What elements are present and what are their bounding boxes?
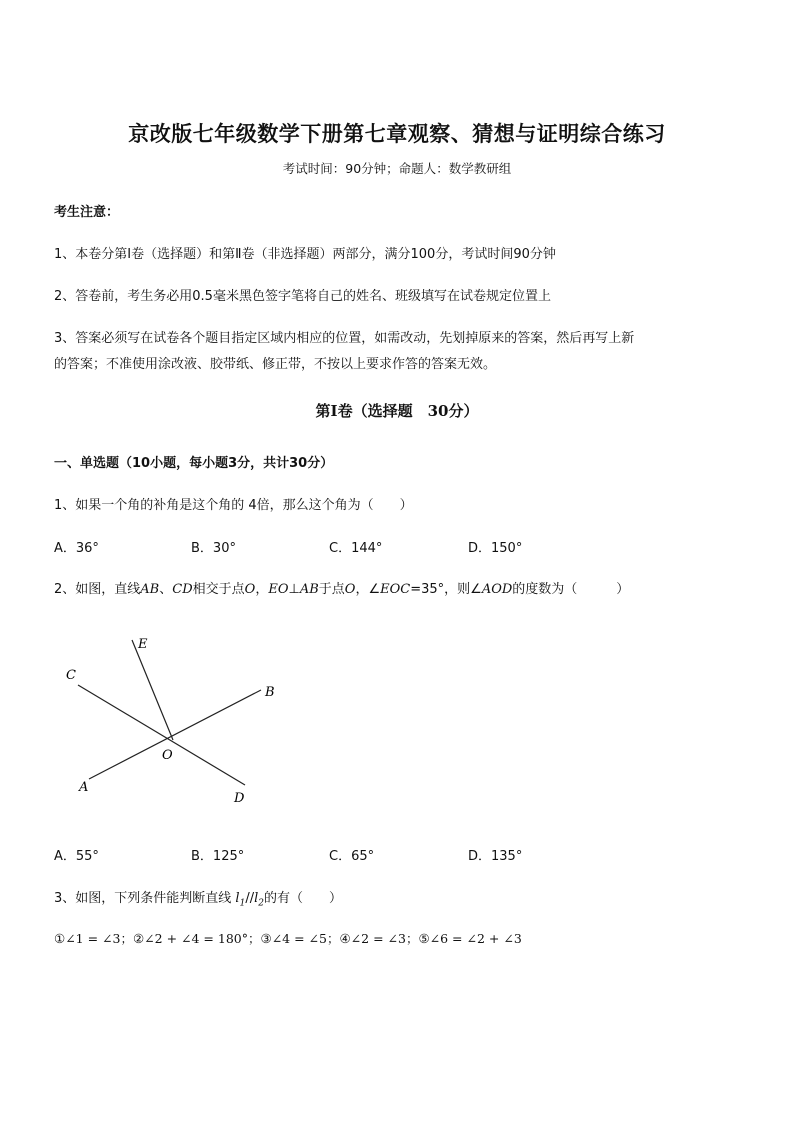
q2-option-a: A．55° [54, 849, 99, 864]
question-2-stem: 2、如图，直线AB、CD相交于点O，EO⊥AB于点O，∠EOC=35°，则∠AOD的度数为（ ） [54, 582, 630, 597]
label-b: B [265, 685, 275, 700]
question-1-stem: 1、如果一个角的补角是这个角的 4倍，那么这个角为（ ） [54, 498, 413, 513]
notice-item-3-cont: 的答案；不准使用涂改液、胶带纸、修正带，不按以上要求作答的答案无效。 [54, 357, 497, 372]
q1-option-d: D．150° [468, 541, 523, 556]
notice-item-2: 2、答卷前，考生务必用0.5毫米黑色签字笔将自己的姓名、班级填写在试卷规定位置上 [54, 289, 551, 304]
notice-heading: 考生注意： [54, 205, 120, 220]
q1-option-b: B．30° [191, 541, 236, 556]
label-e: E [138, 637, 148, 652]
label-c: C [66, 668, 76, 683]
line-cd [78, 685, 245, 785]
exam-subtitle: 考试时间：90分钟；命题人：数学教研组 [282, 161, 512, 176]
q2-option-b: B．125° [191, 849, 245, 864]
q2-option-d: D．135° [468, 849, 523, 864]
question-3-stem: 3、如图，下列条件能判断直线 $l_1//l_2$的有（ ） [54, 891, 343, 909]
page-title: 京改版七年级数学下册第七章观察、猜想与证明综合练习 [128, 121, 666, 146]
notice-item-3: 3、答案必须写在试卷各个题目指定区域内相应的位置，如需改动，先划掉原来的答案，然后再写上新 [54, 331, 635, 346]
q1-option-a: A．36° [54, 541, 99, 556]
label-a: A [79, 780, 89, 795]
label-d: D [234, 791, 245, 806]
q2-option-c: C．65° [329, 849, 375, 864]
label-o: O [162, 748, 173, 763]
part-heading: 一、单选题（10小题，每小题3分，共计30分） [54, 456, 334, 471]
line-ab [89, 690, 261, 779]
section-title: 第Ⅰ卷（选择题 30分） [315, 402, 479, 420]
q1-option-c: C．144° [329, 541, 383, 556]
question-3-conditions: ①∠1 = ∠3；②∠2 + ∠4 = 180°；③∠4 = ∠5；④∠2 = ∠3；⑤∠6 = ∠2 + ∠3 [54, 931, 522, 946]
ray-oe [132, 640, 173, 740]
notice-item-1: 1、本卷分第Ⅰ卷（选择题）和第Ⅱ卷（非选择题）两部分，满分100分，考试时间90分钟 [54, 247, 556, 262]
intersecting-lines-figure [0, 620, 320, 820]
